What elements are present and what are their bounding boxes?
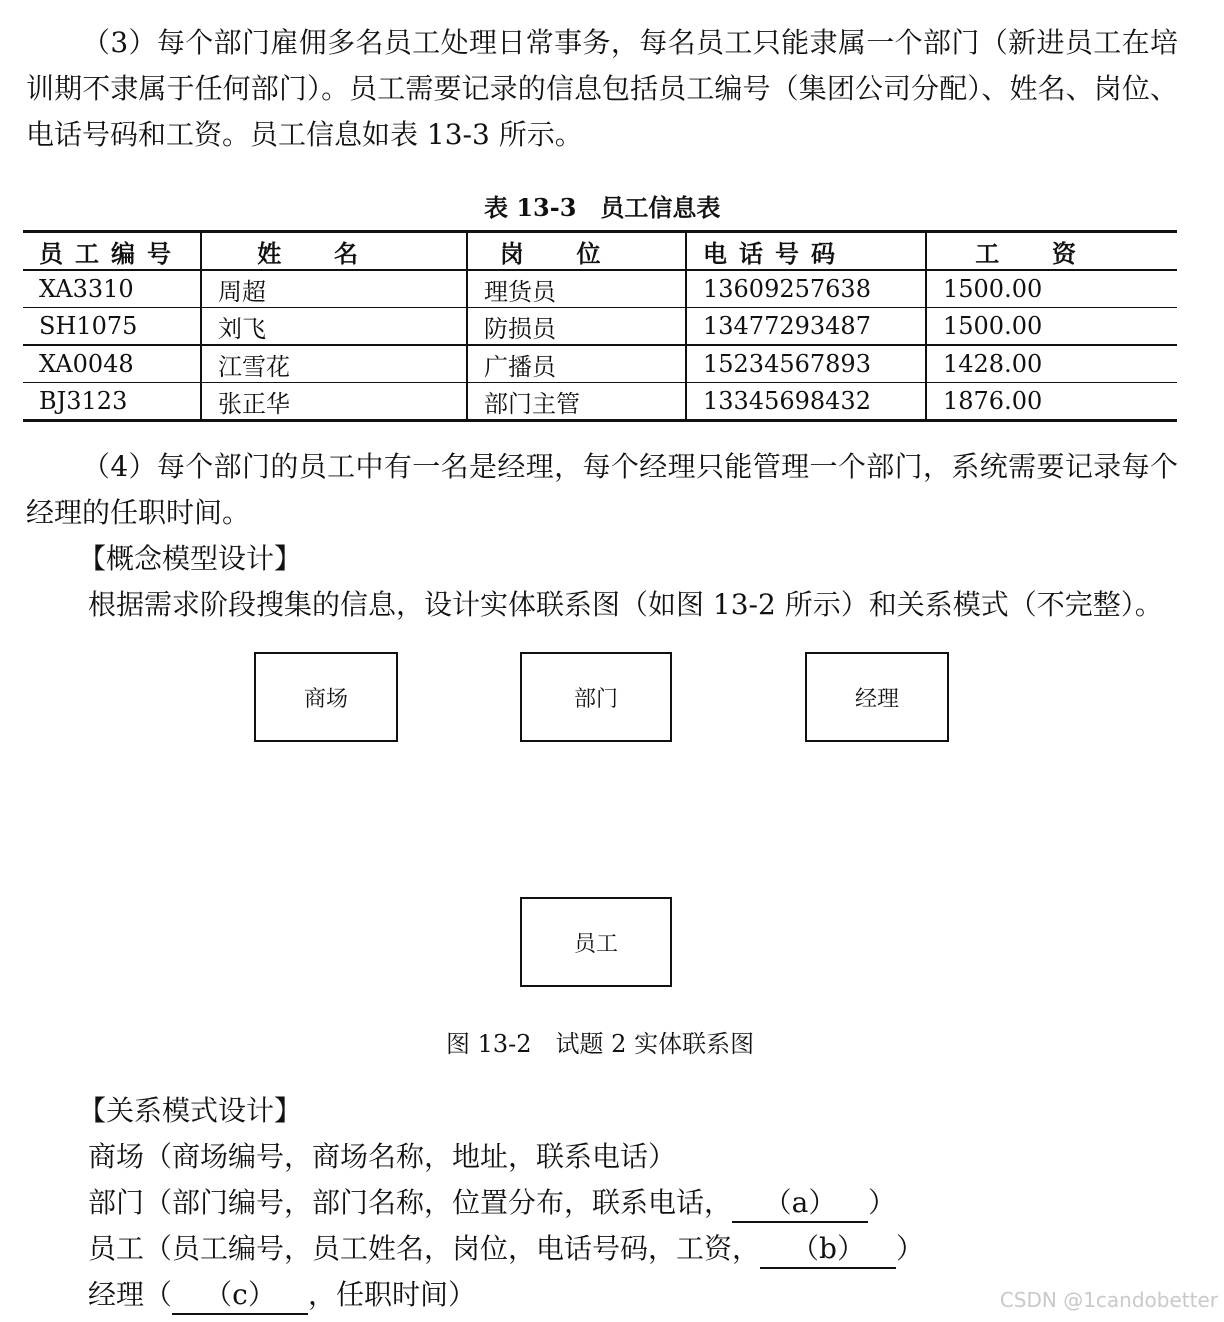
cell-salary: 1876.00 (926, 383, 1177, 421)
blank-b: （b） (760, 1231, 896, 1269)
entity-employee: 员工 (520, 897, 672, 987)
relation-department (88, 1180, 896, 1226)
relation-department-text: 部门（部门编号，部门名称，位置分布，联系电话， (88, 1186, 733, 1219)
cell-salary: 1500.00 (926, 270, 1177, 308)
header-employee-id: 员工编号 (23, 232, 201, 271)
cell-name: 张正华 (201, 383, 467, 421)
cell-phone: 13609257638 (686, 270, 926, 308)
concept-model-text: 根据需求阶段搜集的信息，设计实体联系图（如图 13-2 所示）和关系模式（不完整）。 (88, 588, 1163, 621)
cell-name: 江雪花 (201, 345, 467, 383)
header-salary: 工资 (926, 232, 1177, 271)
cell-position: 防损员 (467, 308, 686, 346)
concept-model-heading: 【概念模型设计】 (78, 542, 303, 575)
employee-info-table (23, 230, 1177, 422)
blank-c: （c） (172, 1277, 308, 1315)
blank-a: （a） (732, 1185, 868, 1223)
table-caption: 表 13-3 员工信息表 (484, 193, 721, 222)
cell-name: 周超 (201, 270, 467, 308)
entity-mall: 商场 (254, 652, 398, 742)
relation-model-heading: 【关系模式设计】 (78, 1094, 303, 1127)
cell-salary: 1428.00 (926, 345, 1177, 383)
requirement-paragraph-3: （3）每个部门雇佣多名员工处理日常事务，每名员工只能隶属一个部门（新进员工在培训期不隶属于任何部门）。员工需要记录的信息包括员工编号（集团公司分配）、姓名、岗位、电话号码和工资。员工信息如表 13-3 所示。 (26, 26, 1178, 151)
cell-position: 理货员 (467, 270, 686, 308)
cell-phone: 15234567893 (686, 345, 926, 383)
cell-employee-id: BJ3123 (23, 383, 201, 421)
cell-employee-id: SH1075 (23, 308, 201, 346)
table-row (23, 383, 1177, 421)
cell-position: 广播员 (467, 345, 686, 383)
header-phone: 电话号码 (686, 232, 926, 271)
figure-caption: 图 13-2 试题 2 实体联系图 (446, 1030, 755, 1058)
cell-employee-id: XA0048 (23, 345, 201, 383)
requirement-paragraph-4: （4）每个部门的员工中有一名是经理，每个经理只能管理一个部门，系统需要记录每个经理的任职时间。 (26, 450, 1178, 529)
table-row (23, 308, 1177, 346)
header-name: 姓名 (201, 232, 467, 271)
table-header-row (23, 232, 1177, 271)
relation-employee-text: 员工（员工编号，员工姓名，岗位，电话号码，工资， (88, 1232, 761, 1265)
table-row (23, 270, 1177, 308)
relation-mall: 商场（商场编号，商场名称，地址，联系电话） (88, 1140, 677, 1173)
entity-department: 部门 (520, 652, 672, 742)
cell-phone: 13477293487 (686, 308, 926, 346)
cell-name: 刘飞 (201, 308, 467, 346)
cell-employee-id: XA3310 (23, 270, 201, 308)
entity-manager: 经理 (805, 652, 949, 742)
cell-phone: 13345698432 (686, 383, 926, 421)
relation-manager-rest: ，任职时间） (308, 1278, 477, 1311)
header-position: 岗位 (467, 232, 686, 271)
relation-employee (88, 1226, 924, 1272)
cell-position: 部门主管 (467, 383, 686, 421)
table-row (23, 345, 1177, 383)
relation-manager (88, 1272, 476, 1318)
relation-department-close: ） (868, 1186, 897, 1219)
relation-manager-text: 经理（ (88, 1278, 173, 1311)
relation-employee-close: ） (896, 1232, 925, 1265)
watermark: CSDN @1candobetter (999, 1288, 1218, 1312)
cell-salary: 1500.00 (926, 308, 1177, 346)
